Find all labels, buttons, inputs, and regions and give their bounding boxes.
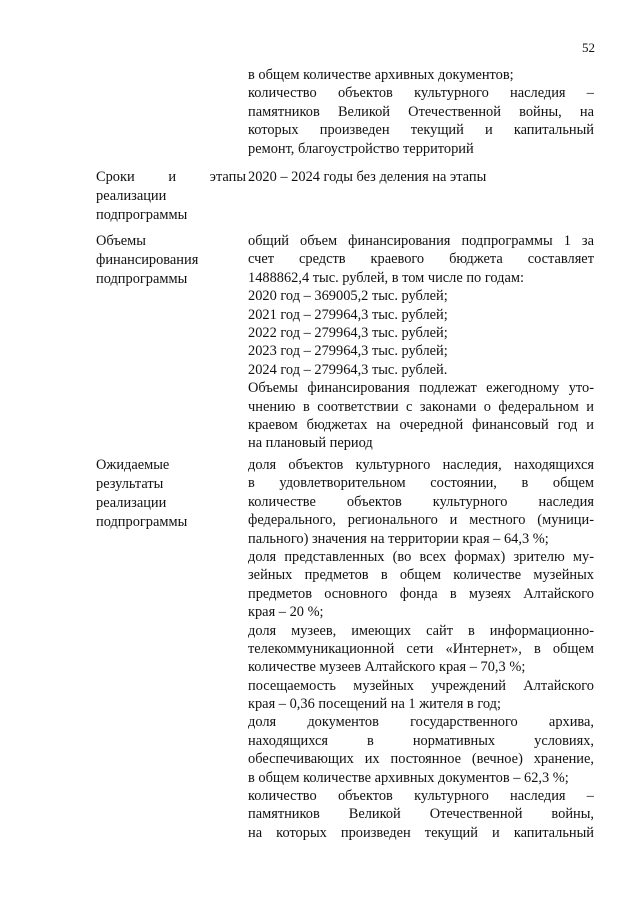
value-line: доля объектов культурного наследия, находящихся — [248, 457, 594, 473]
row-value — [248, 232, 594, 453]
value-line: счет средств краевого бюджета составляет — [248, 251, 594, 268]
label-line: реализации — [96, 188, 167, 204]
page-number: 52 — [582, 40, 595, 55]
value-line: количество объектов культурного наследия – — [248, 788, 594, 805]
value-line: 2024 год – 279964,3 тыс. рублей. — [248, 361, 448, 378]
value-line: чнению в соответствии с законами о федеральном и — [248, 398, 594, 415]
value-line: в общем количестве архивных документов – 62,3 %; — [248, 769, 569, 786]
value-line: предметов основного фонда в музеях Алтайского — [248, 585, 594, 602]
value-line: края – 20 %; — [248, 604, 324, 621]
value-line: количестве объектов культурного наследия — [248, 493, 594, 510]
row-value — [248, 168, 594, 186]
value-line: краевом бюджетах на очередной финансовый год и — [248, 416, 594, 433]
value-line: находящихся в нормативных условиях, — [248, 732, 594, 749]
label-line: Объемы — [96, 233, 146, 249]
text-line: в общем количестве архивных документов; — [248, 67, 514, 83]
value-line: на плановый период — [248, 435, 373, 452]
value-line: на которых произведен текущий и капитальный — [248, 824, 594, 841]
value-line: 2022 год – 279964,3 тыс. рублей; — [248, 324, 448, 341]
value-line: пального) значения на территории края – 64,3 %; — [248, 530, 549, 547]
value-line: в удовлетворительном состоянии, в общем — [248, 475, 594, 492]
value-line: посещаемость музейных учреждений Алтайского — [248, 677, 594, 694]
value-line: общий объем финансирования подпрограммы 1 за — [248, 233, 594, 249]
value-line: 1488862,4 тыс. рублей, в том числе по годам: — [248, 269, 524, 286]
label-line: результаты — [96, 476, 164, 492]
row-label — [96, 168, 246, 225]
value-line: федерального, регионального и местного (муници- — [248, 512, 594, 529]
value-line: 2021 год – 279964,3 тыс. рублей; — [248, 306, 448, 323]
value-line: 2020 год – 369005,2 тыс. рублей; — [248, 288, 448, 305]
value-line: доля представленных (во всех формах) зрителю му- — [248, 548, 594, 565]
value-line: телекоммуникационной сети «Интернет», в общем — [248, 640, 594, 657]
value-line: 2020 – 2024 годы без деления на этапы — [248, 169, 487, 185]
value-line: 2023 год – 279964,3 тыс. рублей; — [248, 343, 448, 360]
label-line: подпрограммы — [96, 207, 188, 223]
label-line: подпрограммы — [96, 271, 188, 287]
row-label — [96, 232, 246, 289]
label-line: Ожидаемые — [96, 457, 170, 473]
value-line: количестве музеев Алтайского края – 70,3 %; — [248, 659, 526, 676]
row-value — [248, 456, 594, 842]
value-line: доля музеев, имеющих сайт в информационно- — [248, 622, 594, 639]
text-line: памятников Великой Отечественной войны, на — [248, 103, 594, 120]
row-label — [96, 456, 246, 532]
value-line: края – 0,36 посещений на 1 жителя в год; — [248, 696, 501, 713]
text-line: ремонт, благоустройство территорий — [248, 140, 474, 157]
label-line: подпрограммы — [96, 514, 188, 530]
value-line: обеспечивающих их постоянное (вечное) хранение, — [248, 751, 594, 768]
label-line: финансирования — [96, 252, 199, 268]
value-line: доля документов государственного архива, — [248, 714, 594, 731]
value-line: Объемы финансирования подлежат ежегодному уто- — [248, 380, 594, 397]
continuation-text — [248, 66, 594, 158]
text-line: количество объектов культурного наследия – — [248, 85, 594, 102]
value-line: зейных предметов в общем количестве музейных — [248, 567, 594, 584]
text-line: которых произведен текущий и капитальный — [248, 122, 594, 139]
value-line: памятников Великой Отечественной войны, — [248, 806, 594, 823]
label-line: реализации — [96, 495, 167, 511]
label-line: Сроки и этапы — [96, 169, 246, 185]
